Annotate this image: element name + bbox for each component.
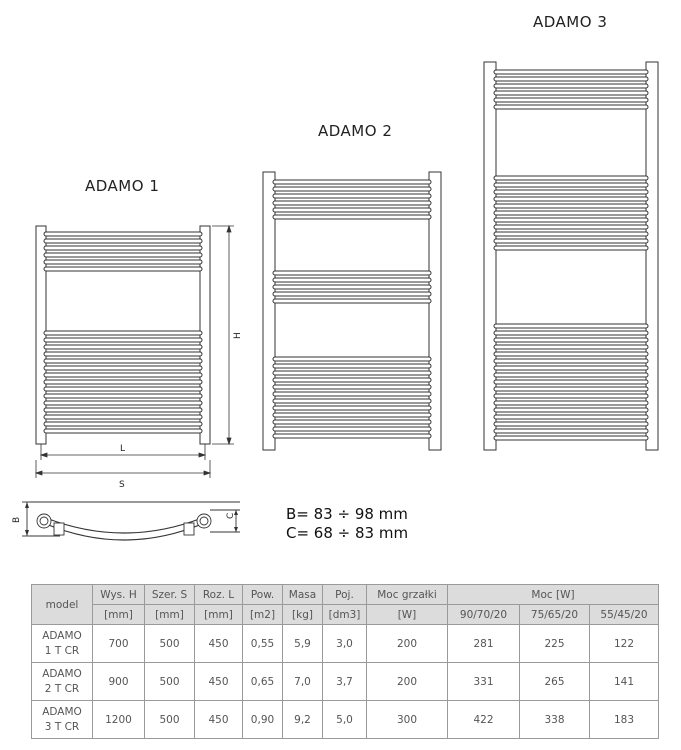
cell-power-2: 265	[520, 663, 590, 701]
cell-power-2: 225	[520, 625, 590, 663]
radiator-adamo-3	[484, 62, 658, 450]
unit-heater: [W]	[367, 605, 448, 625]
dimension-label-l: L	[120, 444, 126, 454]
cell-mass: 9,2	[283, 701, 323, 739]
cell-capacity: 3,0	[323, 625, 367, 663]
header-power: Moc [W]	[448, 585, 659, 605]
cell-model	[32, 663, 93, 701]
header-spacing: Roz. L	[195, 585, 243, 605]
cell-width: 500	[145, 663, 195, 701]
header-capacity: Poj.	[323, 585, 367, 605]
dimension-label-b: B	[12, 516, 22, 523]
cell-power-3: 122	[590, 625, 659, 663]
cell-spacing: 450	[195, 625, 243, 663]
cell-width: 500	[145, 625, 195, 663]
radiator-adamo-1	[36, 226, 210, 444]
cell-spacing: 450	[195, 663, 243, 701]
title-adamo-3: ADAMO 3	[533, 13, 608, 31]
cell-mass: 5,9	[283, 625, 323, 663]
dimension-label-h: H	[233, 332, 243, 339]
model-line-1: ADAMO	[42, 667, 82, 680]
cell-area: 0,90	[243, 701, 283, 739]
cell-capacity: 5,0	[323, 701, 367, 739]
table-header-row-1	[32, 585, 659, 605]
table-row	[32, 625, 659, 663]
model-line-2: 3 T CR	[44, 720, 80, 733]
cell-model	[32, 625, 93, 663]
model-line-1: ADAMO	[42, 705, 82, 718]
cell-capacity: 3,7	[323, 663, 367, 701]
formula-b: B= 83 ÷ 98 mm	[286, 505, 408, 523]
header-model: model	[32, 585, 93, 625]
formula-c: C= 68 ÷ 83 mm	[286, 524, 409, 542]
header-width: Szer. S	[145, 585, 195, 605]
cell-area: 0,65	[243, 663, 283, 701]
table-row	[32, 663, 659, 701]
title-adamo-1: ADAMO 1	[85, 177, 160, 195]
specification-table	[31, 584, 659, 739]
unit-spacing: [mm]	[195, 605, 243, 625]
cell-power-1: 281	[448, 625, 520, 663]
cell-width: 500	[145, 701, 195, 739]
cell-model	[32, 701, 93, 739]
cell-power-3: 141	[590, 663, 659, 701]
power-column-1: 90/70/20	[448, 605, 520, 625]
cell-height: 1200	[93, 701, 145, 739]
cell-height: 900	[93, 663, 145, 701]
header-area: Pow.	[243, 585, 283, 605]
cell-power-1: 422	[448, 701, 520, 739]
radiator-adamo-2	[263, 172, 441, 450]
cell-spacing: 450	[195, 701, 243, 739]
cell-power-1: 331	[448, 663, 520, 701]
unit-height: [mm]	[93, 605, 145, 625]
top-view-profile	[22, 502, 240, 540]
cell-power-3: 183	[590, 701, 659, 739]
header-heater: Moc grzałki	[367, 585, 448, 605]
power-column-3: 55/45/20	[590, 605, 659, 625]
title-adamo-2: ADAMO 2	[318, 122, 393, 140]
unit-area: [m2]	[243, 605, 283, 625]
cell-heater: 200	[367, 625, 448, 663]
bars-adamo-3	[494, 70, 648, 440]
header-mass: Masa	[283, 585, 323, 605]
dimension-label-c: C	[226, 512, 236, 519]
model-line-2: 1 T CR	[44, 644, 80, 657]
power-column-2: 75/65/20	[520, 605, 590, 625]
unit-width: [mm]	[145, 605, 195, 625]
cell-mass: 7,0	[283, 663, 323, 701]
model-line-1: ADAMO	[42, 629, 82, 642]
header-height: Wys. H	[93, 585, 145, 605]
cell-power-2: 338	[520, 701, 590, 739]
bars-adamo-2	[273, 180, 431, 438]
unit-mass: [kg]	[283, 605, 323, 625]
cell-heater: 300	[367, 701, 448, 739]
bars-adamo-1	[44, 232, 202, 433]
cell-height: 700	[93, 625, 145, 663]
table-row	[32, 701, 659, 739]
cell-heater: 200	[367, 663, 448, 701]
unit-capacity: [dm3]	[323, 605, 367, 625]
cell-area: 0,55	[243, 625, 283, 663]
dimension-label-s: S	[119, 480, 125, 490]
model-line-2: 2 T CR	[44, 682, 80, 695]
table-header-row-2	[32, 605, 659, 625]
